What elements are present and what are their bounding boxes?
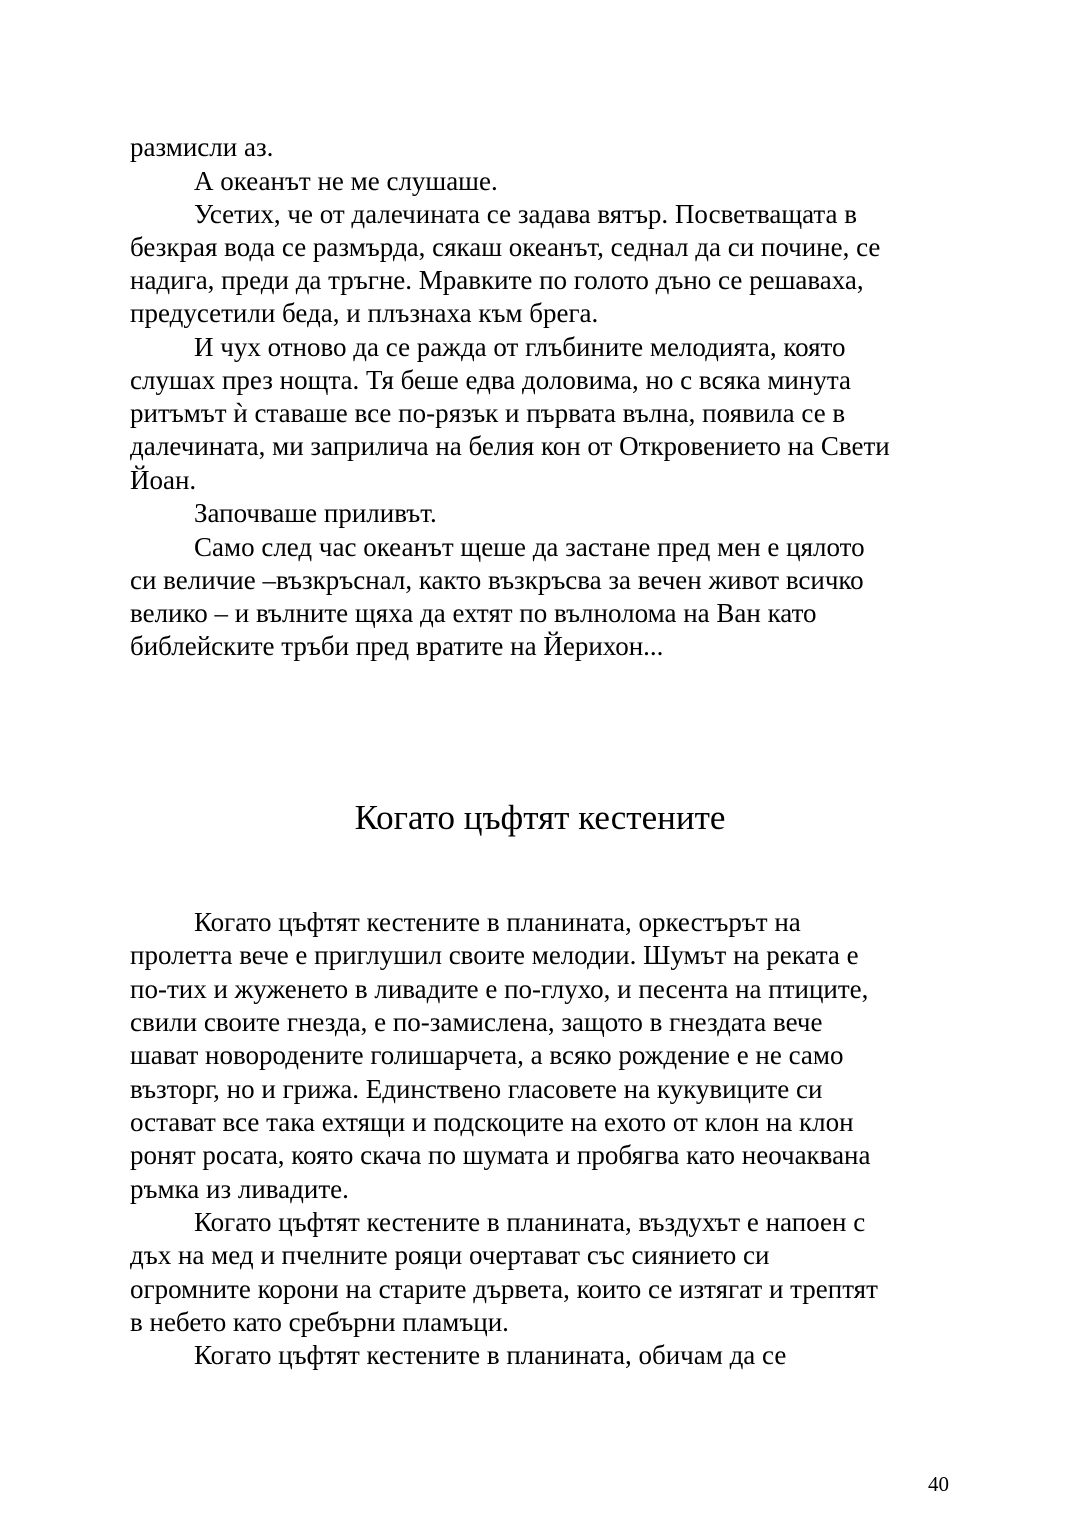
paragraph-line: в небето като сребърни пламъци. [130, 1307, 509, 1337]
paragraph-line: И чух отново да се ражда от глъбините мелодията, която [194, 332, 846, 362]
paragraph-line: Усетих, че от далечината се задава вятър. Посветващата в [194, 199, 858, 229]
paragraph-line: остават все така ехтящи и подскоците на ехото от клон на клон [130, 1107, 854, 1137]
paragraph-line: библейските тръби пред вратите на Йерихон... [130, 631, 664, 661]
paragraph-line: далечината, ми заприлича на белия кон от Откровението на Свети [130, 431, 890, 461]
paragraph-line: А океанът не ме слушаше. [194, 166, 498, 196]
paragraph-line: велико – и вълните щяха да ехтят по вълнолома на Ван като [130, 598, 817, 628]
paragraph-line: свили своите гнезда, е по-замислена, защото в гнездата вече [130, 1007, 823, 1037]
paragraph-line: ронят росата, която скача по шумата и пробягва като неочаквана [130, 1140, 871, 1170]
paragraph-line: слушах през нощта. Тя беше едва доловима, но с всяка минута [130, 365, 851, 395]
paragraph-line: си величие –възкръснал, както възкръсва за вечен живот всичко [130, 565, 864, 595]
paragraph-line: ритъмът ѝ ставаше все по-рязък и първата вълна, появила се в [130, 398, 846, 428]
paragraph-line: Започваше приливът. [194, 498, 437, 528]
paragraph-line: възторг, но и грижа. Единствено гласовете на кукувиците си [130, 1074, 823, 1104]
paragraph-line: Когато цъфтят кестените в планината, оркестърът на [194, 907, 801, 937]
paragraph-line: пролетта вече е приглушил своите мелодии. Шумът на реката е [130, 940, 859, 970]
paragraph-line: Когато цъфтят кестените в планината, въздухът е напоен с [194, 1207, 866, 1237]
paragraph-line: Когато цъфтят кестените в планината, обичам да се [194, 1340, 787, 1370]
paragraph-line: размисли аз. [130, 132, 274, 162]
paragraph-line: надига, преди да тръгне. Мравките по голото дъно се решаваха, [130, 265, 864, 295]
paragraph-line: Само след час океанът щеше да застане пред мен е цялото [194, 532, 865, 562]
paragraph-line: Йоан. [130, 465, 197, 495]
paragraph-line: безкрая вода се размърда, сякаш океанът, седнал да си почине, се [130, 232, 881, 262]
page-number: 40 [928, 1472, 949, 1496]
paragraph-line: ръмка из ливадите. [130, 1174, 349, 1204]
paragraph-line: шават новородените голишарчета, а всяко рождение е не само [130, 1040, 844, 1070]
paragraph-line: по-тих и жуженето в ливадите е по-глухо, и песента на птиците, [130, 974, 869, 1004]
paragraph-line: предусетили беда, и плъзнаха към брега. [130, 298, 599, 328]
paragraph-line: дъх на мед и пчелните рояци очертават със сиянието си [130, 1240, 770, 1270]
section-title: Когато цъфтят кестените [354, 798, 726, 837]
paragraph-line: огромните корони на старите дървета, които се изтягат и трептят [130, 1274, 878, 1304]
